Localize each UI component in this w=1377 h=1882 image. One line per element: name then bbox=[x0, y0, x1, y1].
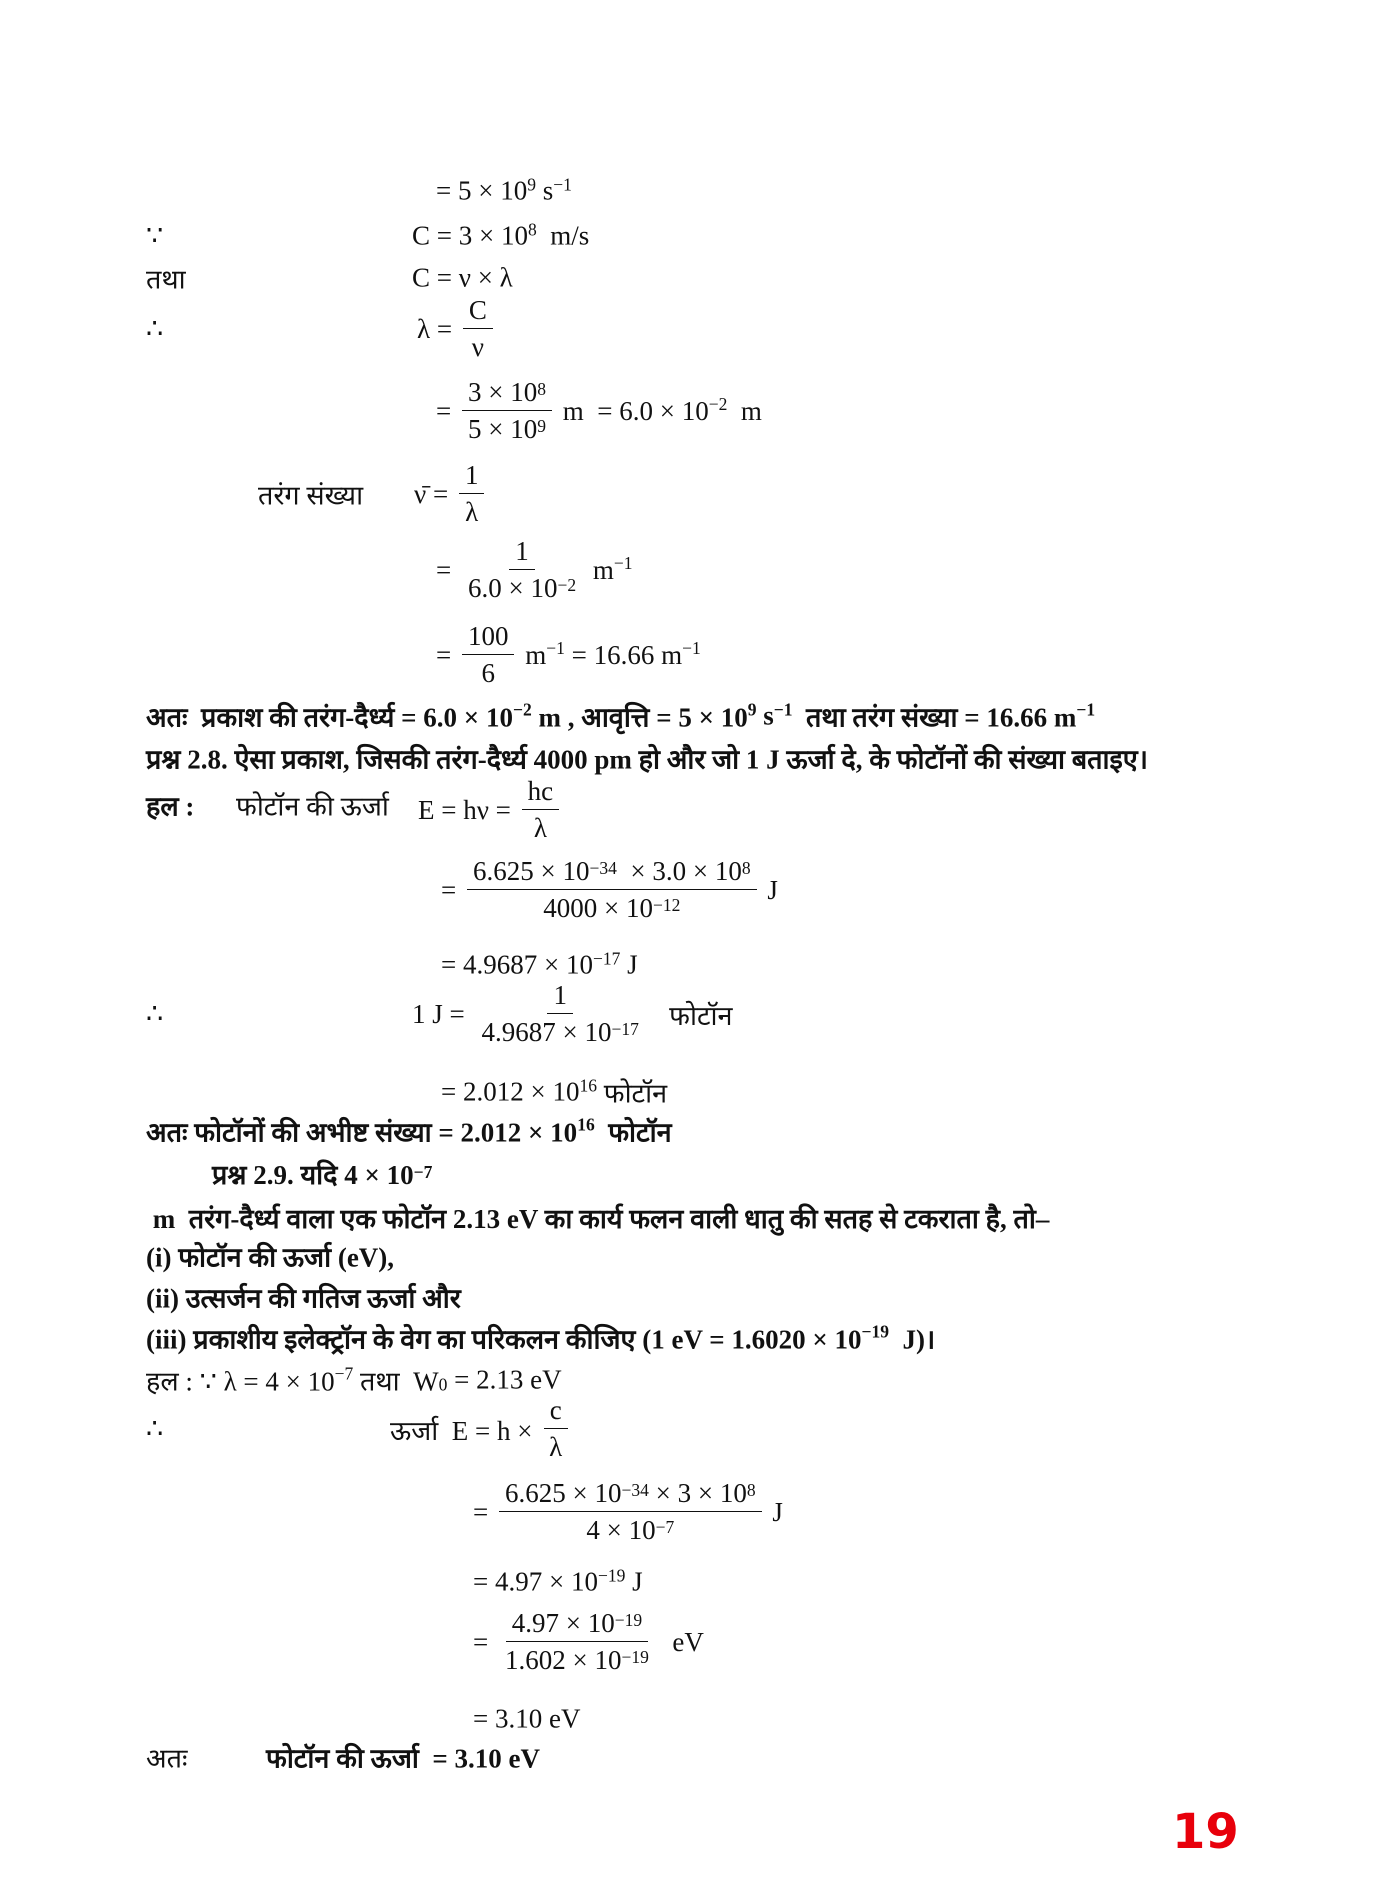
fraction bbox=[499, 1478, 762, 1546]
numerator bbox=[462, 377, 552, 411]
therefore-symbol: ∴ bbox=[146, 1413, 164, 1444]
and-label: तथा bbox=[146, 264, 186, 295]
denominator bbox=[459, 494, 484, 528]
math-text: तथा तरंग संख्या = 16.66 m bbox=[792, 702, 1077, 733]
math-text: λ bbox=[533, 813, 547, 843]
equation-energy-ev bbox=[473, 1704, 580, 1735]
math-text: s bbox=[535, 175, 554, 206]
math-text: × 3.0 × 10 bbox=[616, 856, 742, 886]
exponent: 9 bbox=[747, 699, 757, 720]
question-part-i bbox=[146, 1238, 394, 1275]
exponent: −2 bbox=[512, 699, 532, 720]
wavenumber-label: तरंग संख्या bbox=[258, 480, 364, 511]
exponent: −2 bbox=[708, 394, 728, 415]
math-text: hc bbox=[527, 776, 554, 806]
exponent: −19 bbox=[597, 1565, 626, 1586]
math-text: J bbox=[765, 1496, 783, 1527]
fraction bbox=[522, 776, 559, 844]
equation-wave-relation bbox=[412, 263, 513, 294]
math-text: E = hν = bbox=[418, 794, 518, 825]
denominator bbox=[499, 1642, 655, 1676]
question-2-9 bbox=[80, 1155, 1315, 1240]
math-text: = 5 × 10 bbox=[436, 175, 528, 206]
math-text: अतः फोटॉनों की अभीष्ट संख्या = 2.012 × 10 bbox=[146, 1117, 578, 1148]
math-text: J bbox=[760, 874, 778, 905]
fraction bbox=[462, 536, 582, 604]
denominator bbox=[466, 329, 490, 363]
exponent: −19 bbox=[861, 1321, 890, 1342]
exponent: 8 bbox=[741, 857, 751, 878]
math-text: 6 bbox=[481, 658, 495, 688]
numerator bbox=[544, 1395, 568, 1429]
equation-energy-ev-conversion bbox=[473, 1608, 704, 1676]
math-text: = 2.13 eV bbox=[447, 1364, 562, 1395]
equation-wavenumber-value bbox=[436, 621, 701, 689]
math-text: = 3.10 eV bbox=[473, 1703, 581, 1734]
numerator bbox=[522, 776, 559, 810]
therefore-symbol: ∴ bbox=[146, 998, 164, 1029]
equation-wavenumber-step bbox=[436, 536, 633, 604]
numerator bbox=[467, 856, 757, 890]
equation-energy-substitution bbox=[441, 856, 778, 924]
math-text: 1 bbox=[464, 460, 479, 490]
math-text: m bbox=[727, 395, 762, 426]
numerator bbox=[509, 536, 535, 570]
q29-conclusion bbox=[266, 1739, 540, 1776]
math-text: m = 6.0 × 10 bbox=[555, 395, 709, 426]
math-text: (ii) उत्सर्जन की गतिज ऊर्जा और bbox=[146, 1283, 461, 1314]
math-text: 3 × 10 bbox=[467, 377, 538, 407]
equation-wavelength-value bbox=[436, 377, 762, 445]
since-symbol: ∵ bbox=[146, 220, 164, 251]
math-text: = bbox=[436, 395, 458, 426]
math-text: λ bbox=[465, 497, 479, 527]
numerator bbox=[499, 1478, 762, 1512]
equation-speed-of-light bbox=[412, 221, 589, 252]
math-text: λ bbox=[549, 1432, 563, 1462]
fraction bbox=[459, 460, 485, 528]
exponent: −1 bbox=[546, 638, 565, 659]
denominator bbox=[475, 655, 501, 689]
math-text: हल : ∵ λ = 4 × 10 bbox=[146, 1366, 335, 1397]
exponent: −12 bbox=[652, 894, 681, 915]
exponent: −1 bbox=[553, 174, 572, 195]
exponent: −1 bbox=[773, 699, 793, 720]
math-text: 6.0 × 10 bbox=[467, 573, 558, 603]
fraction bbox=[475, 980, 644, 1048]
math-text: s bbox=[756, 700, 774, 731]
math-text: = 16.66 m bbox=[564, 639, 683, 670]
equation-energy-formula bbox=[390, 1395, 572, 1463]
page-number: 19 bbox=[1172, 1804, 1239, 1860]
math-text: J bbox=[620, 949, 638, 980]
math-text: फोटॉन bbox=[597, 1078, 668, 1109]
math-text: J bbox=[625, 1566, 643, 1597]
denominator bbox=[528, 810, 553, 844]
q27-conclusion bbox=[146, 698, 1095, 735]
exponent: 16 bbox=[577, 1114, 595, 1135]
equation-wavelength bbox=[417, 295, 497, 363]
math-text: 1 bbox=[515, 536, 529, 566]
exponent: 8 bbox=[537, 378, 546, 399]
question-part-iii bbox=[146, 1320, 935, 1357]
numerator bbox=[459, 460, 485, 494]
exponent: 8 bbox=[527, 219, 537, 240]
math-text: m , आवृत्ति = 5 × 10 bbox=[531, 702, 748, 733]
question-2-8: प्रश्न 2.8. ऐसा प्रकाश, जिसकी तरंग-दैर्ध्य 4000 pm हो और जो 1 J ऊर्जा दे, के फोटॉनों की संख्या बताइए। bbox=[146, 744, 1148, 775]
equation-frequency-result bbox=[436, 176, 572, 207]
fraction bbox=[499, 1608, 655, 1676]
math-text: 4 × 10 bbox=[586, 1515, 656, 1545]
exponent: −7 bbox=[655, 1516, 675, 1537]
question-part-ii bbox=[146, 1279, 461, 1316]
photon-energy-label: फोटॉन की ऊर्जा bbox=[236, 791, 389, 822]
equation-photon-count bbox=[441, 1074, 667, 1111]
math-text: 1 bbox=[553, 980, 567, 1010]
fraction bbox=[462, 377, 552, 445]
math-text: 6.625 × 10 bbox=[472, 856, 590, 886]
exponent: 9 bbox=[527, 174, 536, 195]
equation-photons-per-joule bbox=[412, 980, 733, 1048]
exponent: −2 bbox=[557, 574, 577, 595]
math-text: m तरंग-दैर्ध्य वाला एक फोटॉन 2.13 eV का कार्य फलन वाली धातु की सतह से टकराता है, तो– bbox=[146, 1204, 1050, 1234]
math-text: अतः प्रकाश की तरंग-दैर्ध्य = 6.0 × 10 bbox=[146, 702, 513, 733]
fraction bbox=[467, 856, 757, 924]
math-text: × 3 × 10 bbox=[648, 1478, 747, 1508]
math-text: प्रश्न 2.9. यदि 4 × 10 bbox=[212, 1160, 414, 1190]
fraction bbox=[462, 621, 515, 689]
exponent: −7 bbox=[334, 1363, 354, 1384]
fraction bbox=[543, 1395, 568, 1463]
math-text: ν bbox=[471, 332, 484, 362]
exponent: −19 bbox=[621, 1646, 649, 1667]
equation-wavenumber bbox=[414, 460, 488, 528]
equation-photon-energy bbox=[418, 776, 563, 844]
math-text: = 4.9687 × 10 bbox=[441, 949, 593, 980]
math-text: ν̄ = bbox=[414, 478, 455, 509]
math-text: 4000 × 10 bbox=[543, 893, 653, 923]
math-text: = 4.97 × 10 bbox=[473, 1566, 598, 1597]
denominator bbox=[462, 411, 552, 445]
subscript: 0 bbox=[438, 1374, 448, 1395]
math-text: फोटॉन की ऊर्जा = 3.10 eV bbox=[266, 1743, 540, 1774]
math-text: m bbox=[586, 554, 614, 585]
exponent: −34 bbox=[621, 1479, 649, 1500]
numerator bbox=[463, 295, 493, 329]
math-text: फोटॉन bbox=[648, 1000, 733, 1031]
math-text: तथा W bbox=[353, 1366, 439, 1397]
equation-energy-value bbox=[441, 950, 638, 981]
denominator bbox=[580, 1512, 680, 1546]
math-text: c bbox=[549, 1395, 562, 1425]
math-text: m bbox=[518, 639, 547, 670]
denominator bbox=[543, 1429, 568, 1463]
exponent: −1 bbox=[682, 638, 701, 659]
math-text: = bbox=[473, 1626, 495, 1657]
math-text: (i) फोटॉन की ऊर्जा (eV), bbox=[146, 1242, 395, 1273]
math-text: = 2.012 × 10 bbox=[441, 1076, 580, 1107]
math-text: eV bbox=[658, 1626, 704, 1657]
fraction bbox=[463, 295, 493, 363]
math-text: (iii) प्रकाशीय इलेक्ट्रॉन के वेग का परिकलन कीजिए (1 eV = 1.6020 × 10 bbox=[146, 1324, 862, 1355]
denominator bbox=[462, 570, 582, 604]
denominator bbox=[475, 1014, 644, 1048]
numerator bbox=[506, 1608, 648, 1642]
math-text: C bbox=[468, 295, 487, 325]
math-text: λ = bbox=[417, 313, 459, 344]
math-text: = bbox=[436, 554, 458, 585]
exponent: 16 bbox=[579, 1075, 597, 1096]
math-text: C = ν × λ bbox=[412, 262, 513, 293]
solution-label: हल : bbox=[146, 791, 195, 822]
exponent: −19 bbox=[614, 1609, 643, 1630]
equation-energy-substitution bbox=[473, 1478, 783, 1546]
math-text: m/s bbox=[536, 220, 590, 251]
math-text: 100 bbox=[467, 621, 509, 651]
exponent: −1 bbox=[613, 553, 633, 574]
hence-label: अतः bbox=[146, 1743, 188, 1774]
math-text: ऊर्जा E = h × bbox=[390, 1415, 540, 1446]
numerator bbox=[547, 980, 573, 1014]
math-text: 4.9687 × 10 bbox=[481, 1017, 612, 1047]
exponent: −7 bbox=[413, 1161, 433, 1182]
exponent: −17 bbox=[592, 948, 621, 969]
exponent: 9 bbox=[537, 415, 546, 436]
math-text: C = 3 × 10 bbox=[412, 220, 528, 251]
equation-energy-joules bbox=[473, 1567, 643, 1598]
math-text: = bbox=[441, 874, 463, 905]
denominator bbox=[537, 890, 686, 924]
exponent: −34 bbox=[589, 857, 617, 878]
exponent: 8 bbox=[746, 1479, 756, 1500]
math-text: 6.625 × 10 bbox=[504, 1478, 622, 1508]
math-text: 4.97 × 10 bbox=[511, 1608, 615, 1638]
given-values bbox=[146, 1362, 562, 1399]
math-text: फोटॉन bbox=[594, 1117, 672, 1148]
exponent: −17 bbox=[611, 1018, 639, 1039]
math-text: 1.602 × 10 bbox=[504, 1645, 622, 1675]
math-text: 5 × 10 bbox=[467, 414, 538, 444]
math-text: 1 J = bbox=[412, 998, 472, 1029]
math-text: J)। bbox=[889, 1324, 936, 1355]
numerator bbox=[462, 621, 515, 655]
math-text: = bbox=[473, 1496, 495, 1527]
therefore-symbol: ∴ bbox=[146, 313, 164, 344]
q28-conclusion bbox=[146, 1113, 672, 1150]
math-text: = bbox=[436, 639, 458, 670]
exponent: −1 bbox=[1076, 699, 1096, 720]
